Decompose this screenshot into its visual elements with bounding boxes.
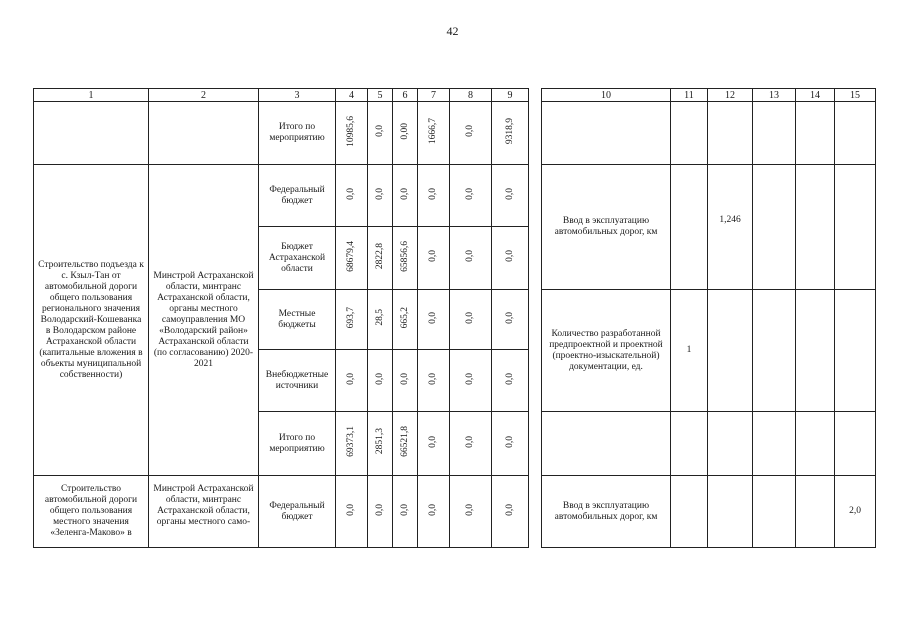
value-cell: 0,0 xyxy=(504,187,515,200)
table-row xyxy=(542,102,876,165)
target-cell xyxy=(753,290,796,412)
value-cell: 0,0 xyxy=(374,372,385,385)
col-header: 6 xyxy=(393,89,418,102)
col-header: 4 xyxy=(336,89,368,102)
col-header: 7 xyxy=(418,89,450,102)
value-cell: 0,0 xyxy=(428,311,438,324)
col-header: 5 xyxy=(368,89,393,102)
funding-source: Итого по мероприятию xyxy=(259,102,336,165)
target-cell xyxy=(796,412,835,476)
col-header: 10 xyxy=(542,89,671,102)
value-cell: 0,0 xyxy=(465,250,475,262)
page-number: 42 xyxy=(446,24,459,38)
target-cell xyxy=(753,102,796,165)
value-cell: 0,0 xyxy=(399,503,410,516)
header-row xyxy=(542,89,876,102)
header-row xyxy=(34,89,546,102)
col-header: 2 xyxy=(149,89,259,102)
target-cell xyxy=(796,476,835,548)
project-name-cell: Строительство подъезда к с. Кзыл-Тан от автомобильной дороги общего пользования регионального значения Володарский-Кошеванка в Володарском районе Астраханской области (капитальные вложения в объекты муниципальной собственности) xyxy=(34,165,149,476)
table-row xyxy=(542,290,876,412)
funding-source: Итого по мероприятию xyxy=(259,412,336,476)
target-cell xyxy=(708,102,753,165)
value-cell: 0,0 xyxy=(399,187,410,200)
target-cell xyxy=(671,165,708,290)
indicator-cell: Ввод в эксплуатацию автомобильных дорог, км xyxy=(542,476,671,548)
col-header: 13 xyxy=(753,89,796,102)
project-name-cell xyxy=(34,102,149,165)
value-cell: 2851,3 xyxy=(374,428,385,455)
value-cell: 0,0 xyxy=(428,435,438,448)
value-cell: 0,0 xyxy=(399,372,410,385)
value-cell: 0,0 xyxy=(465,372,475,385)
value-cell: 0,0 xyxy=(504,250,515,262)
table-row xyxy=(542,165,876,290)
col-header: 11 xyxy=(671,89,708,102)
table-row xyxy=(542,476,876,548)
target-cell xyxy=(708,476,753,548)
target-cell xyxy=(753,476,796,548)
value-cell: 0,0 xyxy=(465,187,475,200)
value-cell: 0,0 xyxy=(346,503,356,516)
col-header: 14 xyxy=(796,89,835,102)
program-table-right xyxy=(541,88,876,548)
value-cell: 0,0 xyxy=(504,503,515,516)
value-cell: 0,0 xyxy=(504,311,515,324)
target-cell xyxy=(796,290,835,412)
executor-cell xyxy=(149,102,259,165)
value-cell: 68679,4 xyxy=(346,240,356,272)
value-cell: 0,0 xyxy=(465,311,475,324)
target-value: 1 xyxy=(671,290,708,412)
table-row xyxy=(34,165,546,227)
value-cell: 0,0 xyxy=(428,503,438,516)
executor-cell: Минстрой Астраханской области, минтранс Астраханской области, органы местного само- xyxy=(149,476,259,548)
value-cell: 0,0 xyxy=(428,250,438,262)
target-cell xyxy=(671,102,708,165)
col-header: 15 xyxy=(835,89,876,102)
funding-source: Внебюджетные источники xyxy=(259,350,336,412)
value-cell: 10985,6 xyxy=(346,115,356,147)
value-cell: 0,0 xyxy=(428,372,438,385)
target-cell xyxy=(753,412,796,476)
value-cell: 0,0 xyxy=(504,372,515,385)
target-cell xyxy=(753,165,796,290)
value-cell: 0,0 xyxy=(346,372,356,385)
value-cell: 693,7 xyxy=(346,306,356,329)
value-cell: 9318,9 xyxy=(504,117,515,145)
value-cell: 0,0 xyxy=(465,503,475,516)
target-cell xyxy=(708,412,753,476)
value-cell: 0,0 xyxy=(374,125,385,137)
value-cell: 2822,8 xyxy=(374,242,385,270)
target-cell xyxy=(835,165,876,290)
target-cell xyxy=(835,412,876,476)
indicator-cell: Ввод в эксплуатацию автомобильных дорог, км xyxy=(542,165,671,290)
target-cell xyxy=(708,290,753,412)
program-table-left xyxy=(33,88,546,548)
funding-source: Федеральный бюджет xyxy=(259,476,336,548)
value-cell: 0,0 xyxy=(504,435,515,448)
value-cell: 66521,8 xyxy=(399,426,410,457)
col-header: 3 xyxy=(259,89,336,102)
col-header: 12 xyxy=(708,89,753,102)
project-name-cell: Строительство автомобильной дороги общего пользования местного значения «Зеленга-Маково» в xyxy=(34,476,149,548)
target-cell xyxy=(671,476,708,548)
value-cell: 0,0 xyxy=(465,435,475,448)
funding-source: Бюджет Астраханской области xyxy=(259,227,336,290)
value-cell: 665,2 xyxy=(399,306,410,329)
target-cell xyxy=(835,290,876,412)
funding-source: Местные бюджеты xyxy=(259,290,336,350)
value-cell: 0,0 xyxy=(374,187,385,200)
value-cell: 65856,6 xyxy=(399,240,410,272)
target-cell xyxy=(835,102,876,165)
col-header: 9 xyxy=(492,89,529,102)
col-header: 8 xyxy=(450,89,492,102)
funding-source: Федеральный бюджет xyxy=(259,165,336,227)
value-cell: 0,00 xyxy=(399,122,410,140)
indicator-cell xyxy=(542,412,671,476)
value-cell: 0,0 xyxy=(465,125,475,137)
value-cell: 69373,1 xyxy=(346,426,356,457)
target-value: 1,246 xyxy=(708,165,753,290)
table-row xyxy=(34,102,546,165)
col-header: 1 xyxy=(34,89,149,102)
table-row xyxy=(542,412,876,476)
value-cell: 1666,7 xyxy=(428,117,438,145)
executor-cell: Минстрой Астраханской области, минтранс Астраханской области, органы местного самоуправления МО «Володарский район» Астраханской области (по согласованию) 2020-2021 xyxy=(149,165,259,476)
value-cell: 0,0 xyxy=(346,187,356,200)
value-cell: 28,5 xyxy=(374,309,385,326)
target-cell xyxy=(671,412,708,476)
target-cell xyxy=(796,102,835,165)
target-cell xyxy=(796,165,835,290)
value-cell: 0,0 xyxy=(428,187,438,200)
indicator-cell: Количество разработанной предпроектной и проектной (проектно-изыскательной) документации, ед. xyxy=(542,290,671,412)
target-value: 2,0 xyxy=(835,476,876,548)
indicator-cell xyxy=(542,102,671,165)
table-row xyxy=(34,476,546,548)
value-cell: 0,0 xyxy=(374,503,385,516)
